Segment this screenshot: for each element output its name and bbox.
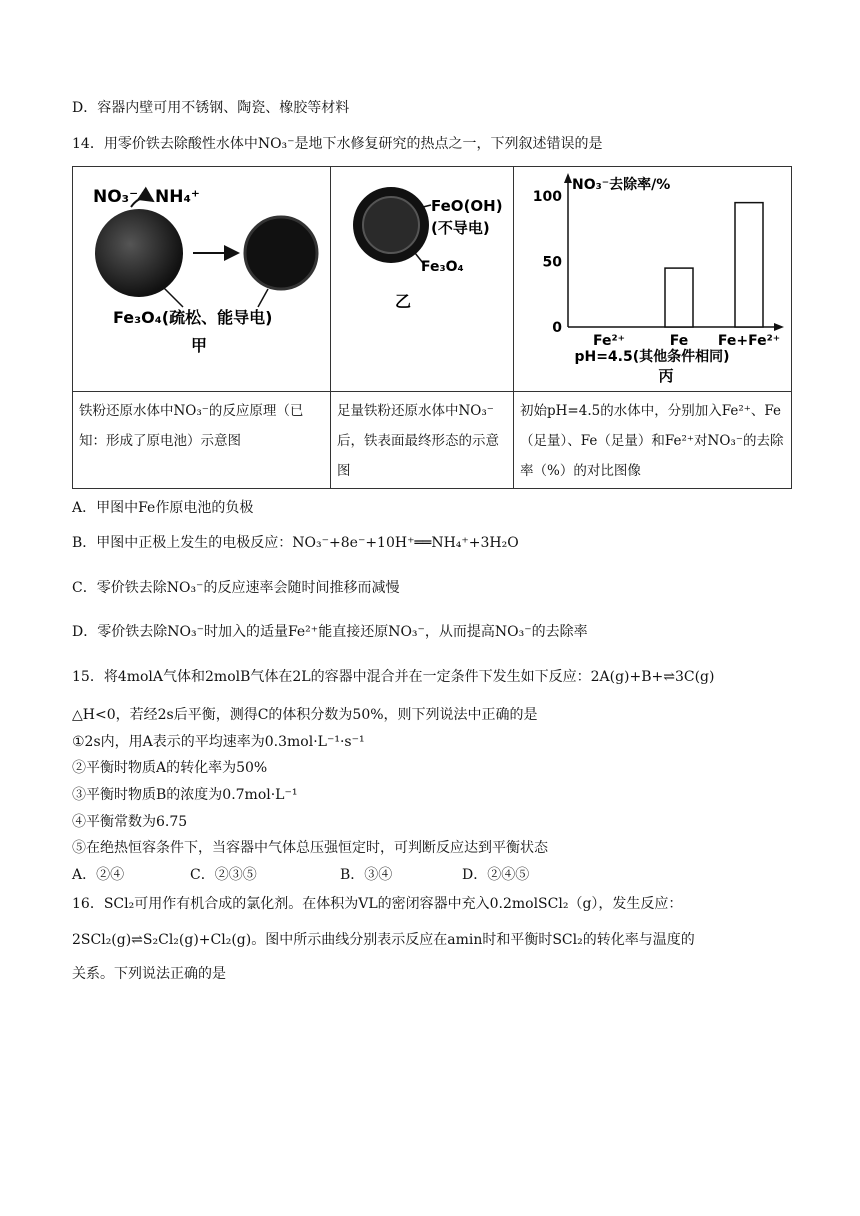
q16-line-1: 16．SCl₂可用作有机合成的氯化剂。在体积为VL的密闭容器中充入0.2molSCl₂（g），发生反应：	[72, 896, 683, 912]
figure-yi	[331, 167, 513, 391]
y-axis-label: NO₃⁻去除率/%	[572, 177, 671, 193]
fe3o4-label-yi: Fe₃O₄	[421, 259, 464, 275]
y-tick-label: 100	[532, 189, 562, 206]
bar	[665, 268, 693, 327]
q15-stem-2: △H<0，若经2s后平衡，测得C的体积分数为50%，则下列说法中正确的是	[72, 707, 538, 723]
q15-choice-b: B．③④	[340, 867, 393, 883]
caption-jia: 铁粉还原水体中NO₃⁻的反应原理（已知：形成了原电池）示意图	[79, 403, 304, 449]
figure-yi-label: 乙	[395, 292, 412, 311]
feooh-label: FeO(OH)	[431, 197, 503, 215]
feooh-note: (不导电)	[431, 219, 490, 237]
q15-statement-5: ⑤在绝热恒容条件下，当容器中气体总压强恒定时，可判断反应达到平衡状态	[72, 840, 548, 856]
q15-statement-3: ③平衡时物质B的浓度为0.7mol·L⁻¹	[72, 787, 298, 803]
y-tick-label: 0	[552, 320, 562, 336]
iron-particle	[95, 209, 183, 297]
bar	[735, 203, 763, 327]
figure-bing-label: 丙	[658, 367, 674, 385]
figure-jia-label: 甲	[191, 336, 208, 355]
x-tick-label: Fe	[669, 333, 689, 349]
x-axis-note: pH=4.5(其他条件相同)	[574, 349, 730, 365]
y-tick-label: 50	[542, 254, 562, 271]
figure-jia	[73, 167, 330, 391]
caption-yi: 足量铁粉还原水体中NO₃⁻后，铁表面最终形态的示意图	[337, 403, 499, 479]
q15-stem: 15．将4molA气体和2molB气体在2L的容器中混合并在一定条件下发生如下反应：2A(g)+B+⇌3C(g)	[72, 669, 715, 685]
q14-stem: 14．用零价铁去除酸性水体中NO₃⁻是地下水修复研究的热点之一，下列叙述错误的是	[72, 136, 603, 152]
corroded-particle	[245, 217, 317, 289]
q14-option-a: A．甲图中Fe作原电池的负极	[72, 500, 254, 516]
q14-option-c: C．零价铁去除NO₃⁻的反应速率会随时间推移而减慢	[72, 580, 400, 596]
q15-choice-a: A．②④	[72, 867, 125, 883]
q15-statement-2: ②平衡时物质A的转化率为50%	[72, 760, 268, 776]
figure-bing	[514, 167, 791, 391]
caption-bing: 初始pH=4.5的水体中，分别加入Fe²⁺、Fe（足量）、Fe（足量）和Fe²⁺对NO₃⁻的去除率（%）的对比图像	[520, 403, 784, 479]
q14-option-d: D．零价铁去除NO₃⁻时加入的适量Fe²⁺能直接还原NO₃⁻，从而提高NO₃⁻的去除率	[72, 624, 588, 640]
q16-line-3: 关系。下列说法正确的是	[72, 966, 226, 982]
x-tick-label: Fe+Fe²⁺	[717, 333, 781, 349]
q13-option-d: D．容器内壁可用不锈钢、陶瓷、橡胶等材料	[72, 100, 350, 116]
x-tick-label: Fe²⁺	[592, 333, 626, 349]
no3-label: NO₃⁻	[93, 187, 139, 207]
fe3o4-label: Fe₃O₄(疏松、能导电)	[113, 308, 273, 327]
q15-statement-4: ④平衡常数为6.75	[72, 814, 188, 830]
nh4-label: NH₄⁺	[155, 187, 200, 207]
q14-figure-table	[72, 166, 792, 489]
removal-rate-chart	[514, 167, 791, 391]
q14-option-b: B．甲图中正极上发生的电极反应：NO₃⁻+8e⁻+10H⁺══NH₄⁺+3H₂O	[72, 535, 519, 551]
q15-statement-1: ①2s内，用A表示的平均速率为0.3mol·L⁻¹·s⁻¹	[72, 734, 365, 750]
q16-line-2: 2SCl₂(g)⇌S₂Cl₂(g)+Cl₂(g)。图中所示曲线分别表示反应在amin时和平衡时SCl₂的转化率与温度的	[72, 932, 695, 948]
q15-choice-c: C．②③⑤	[190, 867, 257, 883]
q15-choice-d: D．②④⑤	[462, 867, 530, 883]
